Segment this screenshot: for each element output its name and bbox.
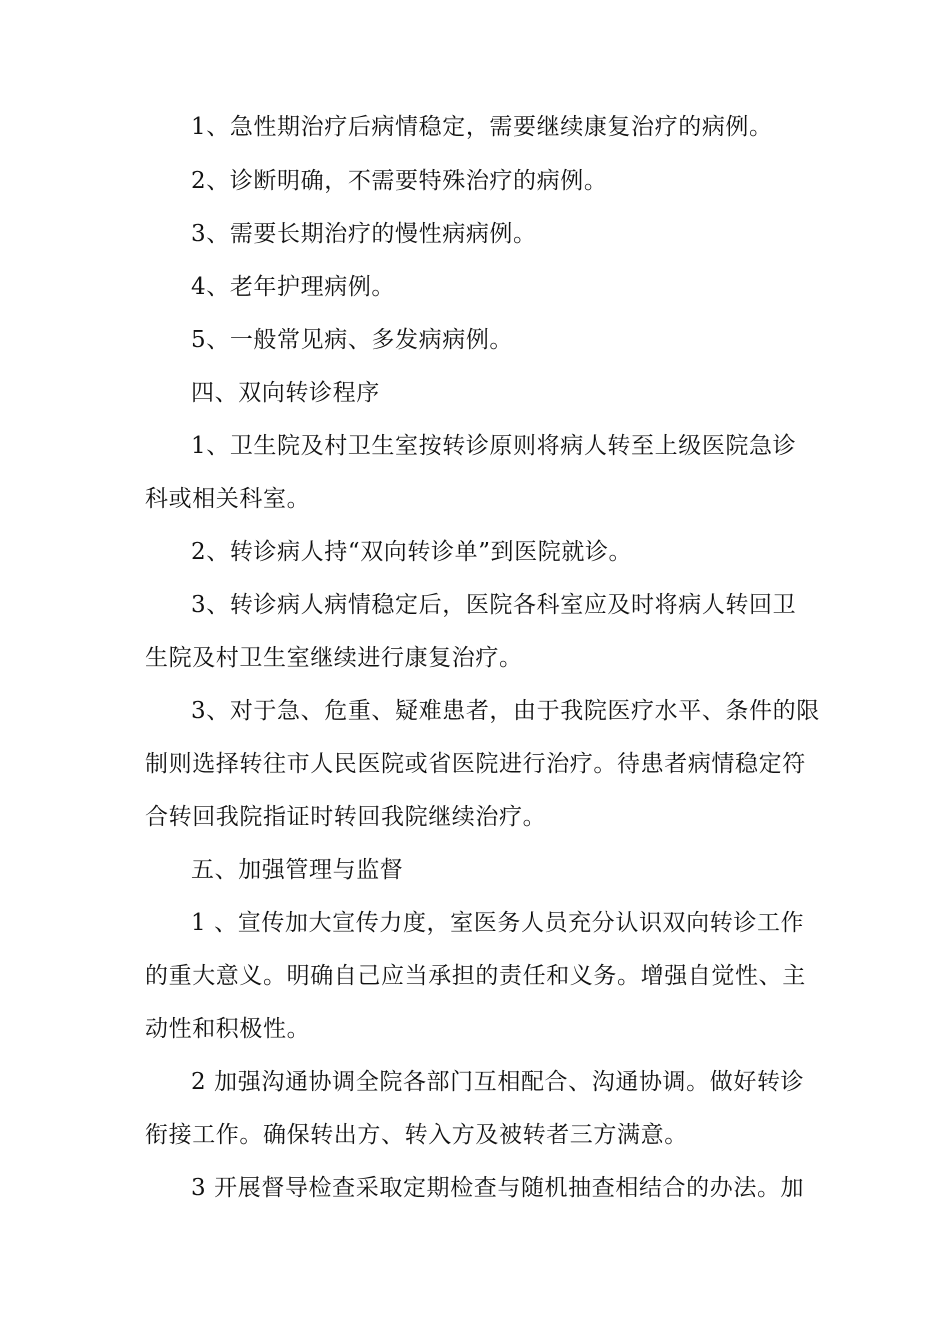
- paragraph-line: 3、转诊病人病情稳定后，医院各科室应及时将病人转回卫: [191, 592, 797, 618]
- paragraph-line: 合转回我院指证时转回我院继续治疗。: [145, 804, 547, 830]
- paragraph-line: 3 开展督导检查采取定期检查与随机抽查相结合的办法。加: [191, 1175, 805, 1201]
- paragraph-line: 动性和积极性。: [145, 1016, 311, 1042]
- list-item-3: 3、需要长期治疗的慢性病病例。: [191, 221, 537, 247]
- paragraph-line: 1、卫生院及村卫生室按转诊原则将病人转至上级医院急诊: [191, 433, 797, 459]
- paragraph-line: 生院及村卫生室继续进行康复治疗。: [145, 645, 523, 671]
- paragraph-line: 衔接工作。确保转出方、转入方及被转者三方满意。: [145, 1122, 688, 1148]
- paragraph-line: 制则选择转往市人民医院或省医院进行治疗。待患者病情稳定符: [145, 751, 806, 777]
- paragraph-line: 2、转诊病人持“双向转诊单”到医院就诊。: [191, 539, 633, 565]
- list-item-1: 1、急性期治疗后病情稳定，需要继续康复治疗的病例。: [191, 114, 773, 140]
- list-item-2: 2、诊断明确，不需要特殊治疗的病例。: [191, 168, 608, 194]
- list-item-4: 4、老年护理病例。: [191, 274, 396, 300]
- paragraph-line: 的重大意义。明确自己应当承担的责任和义务。增强自觉性、主: [145, 963, 806, 989]
- paragraph-line: 科或相关科室。: [145, 486, 311, 512]
- section-heading-5: 五、加强管理与监督: [191, 857, 404, 883]
- paragraph-line: 1 、宣传加大宣传力度，室医务人员充分认识双向转诊工作: [191, 910, 805, 936]
- paragraph-line: 3、对于急、危重、疑难患者，由于我院医疗水平、条件的限: [191, 698, 820, 724]
- section-heading-4: 四、双向转诊程序: [191, 380, 380, 406]
- paragraph-line: 2 加强沟通协调全院各部门互相配合、沟通协调。做好转诊: [191, 1069, 805, 1095]
- list-item-5: 5、一般常见病、多发病病例。: [191, 327, 514, 353]
